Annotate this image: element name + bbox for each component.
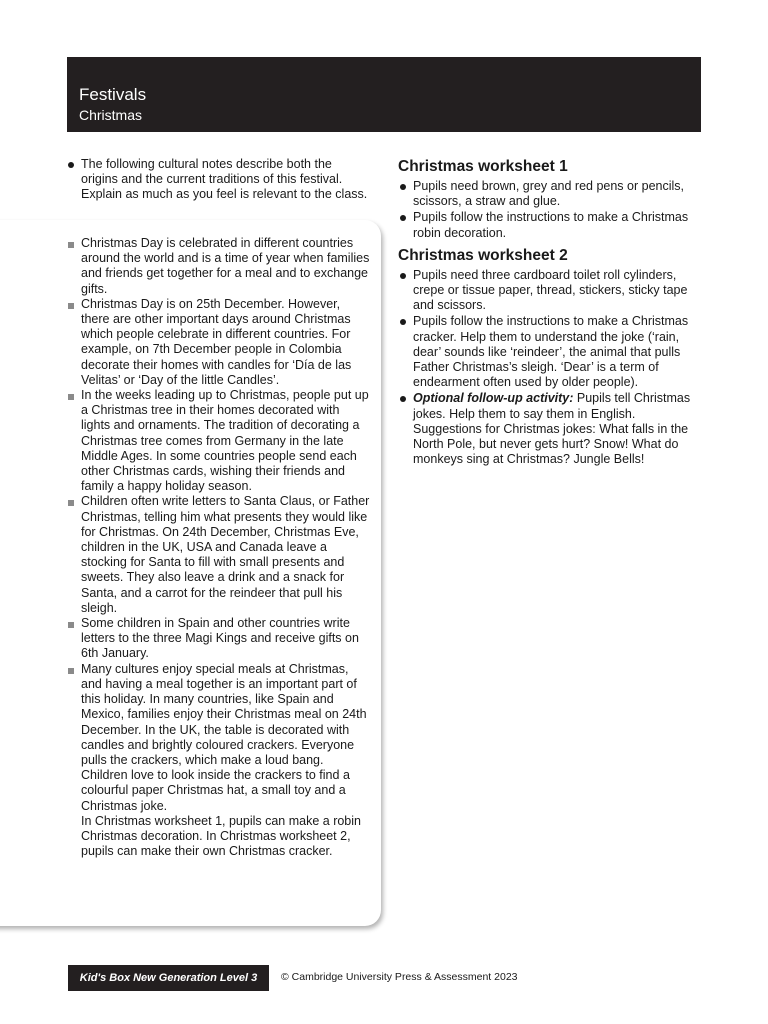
note-item: In the weeks leading up to Christmas, people put up a Christmas tree in their homes decorated with lights and ornaments. The tradition of decorating a Christmas tree comes from Germany in the late Middle Ages. In some countries people send each other Christmas cards, wishing their friends and family a happy holiday season.: [66, 388, 372, 494]
worksheet-1-bullet: Pupils need brown, grey and red pens or pencils, scissors, a straw and glue.: [398, 179, 698, 209]
cultural-notes-list: [66, 236, 372, 859]
note-item: Christmas Day is celebrated in different countries around the world and is a time of year when families and friends get together for a meal and to exchange gifts.: [66, 236, 372, 297]
note-item: [66, 662, 372, 860]
worksheet-2-bullet: Pupils need three cardboard toilet roll cylinders, crepe or tissue paper, thread, stickers, sticky tape and scissors.: [398, 268, 698, 314]
note-continuation: In Christmas worksheet 1, pupils can make a robin Christmas decoration. In Christmas worksheet 2, pupils can make their own Christmas cracker.: [81, 813, 361, 859]
worksheet-2-heading: Christmas worksheet 2: [398, 246, 568, 264]
followup-label: Optional follow-up activity:: [413, 391, 574, 406]
worksheet-2-bullet: Pupils follow the instructions to make a Christmas cracker. Help them to understand the joke (‘rain, dear’ sounds like ‘reindeer’, the animal that pulls Father Christmas’s sleigh. ‘Dear’ is a term of endearment often used by older people).: [398, 314, 698, 390]
note-item: Some children in Spain and other countries write letters to the three Magi Kings and receive gifts on 6th January.: [66, 616, 372, 662]
note-item: Children often write letters to Santa Claus, or Father Christmas, telling him what presents they would like for Christmas. On 24th December, Christmas Eve, children in the UK, USA and Canada leave a stocking for Santa to fill with small presents and sweets. They also leave a drink and a snack for Santa, and a carrot for the reindeer that pull his sleigh.: [66, 494, 372, 616]
intro-bullet: The following cultural notes describe both the origins and the current traditions of this festival. Explain as much as you feel is relevant to the class.: [66, 157, 372, 203]
worksheet-1-bullet: Pupils follow the instructions to make a Christmas robin decoration.: [398, 210, 698, 240]
note-item-text: Many cultures enjoy special meals at Christmas, and having a meal together is an important part of this holiday. In many countries, like Spain and Mexico, families enjoy their Christmas meal on 24th December. In the UK, the table is decorated with candles and brightly coloured crackers. Everyone pulls the crackers, which make a loud bang. Children love to look inside the crackers to find a colourful paper Christmas hat, a small toy and a Christmas joke.: [81, 661, 367, 813]
worksheet-1-list: [398, 179, 698, 241]
followup-text: Pupils tell Christmas jokes. Help them to say them in English. Suggestions for Christmas jokes: What falls in the North Pole, but never gets hurt? Snow! What do monkeys sing at Christmas? Jungle Bells!: [413, 391, 691, 467]
note-item: Christmas Day is on 25th December. However, there are other important days around Christmas which people celebrate in different countries. For example, on 7th December people in Colombia decorate their homes with candles for ‘Día de las Velitas’ or ‘Day of the little Candles’.: [66, 297, 372, 388]
intro-list: [66, 157, 372, 203]
page-title: Festivals: [79, 85, 147, 104]
worksheet-1-heading: Christmas worksheet 1: [398, 158, 568, 175]
book-title-badge: Kid's Box New Generation Level 3: [68, 965, 269, 991]
copyright-text: © Cambridge University Press & Assessment 2023: [281, 971, 518, 983]
worksheet-2-list: [398, 268, 698, 468]
worksheets-column: [398, 157, 698, 472]
followup-bullet: [398, 391, 698, 467]
page-header: [67, 57, 701, 132]
page-subtitle: Christmas: [79, 107, 143, 123]
